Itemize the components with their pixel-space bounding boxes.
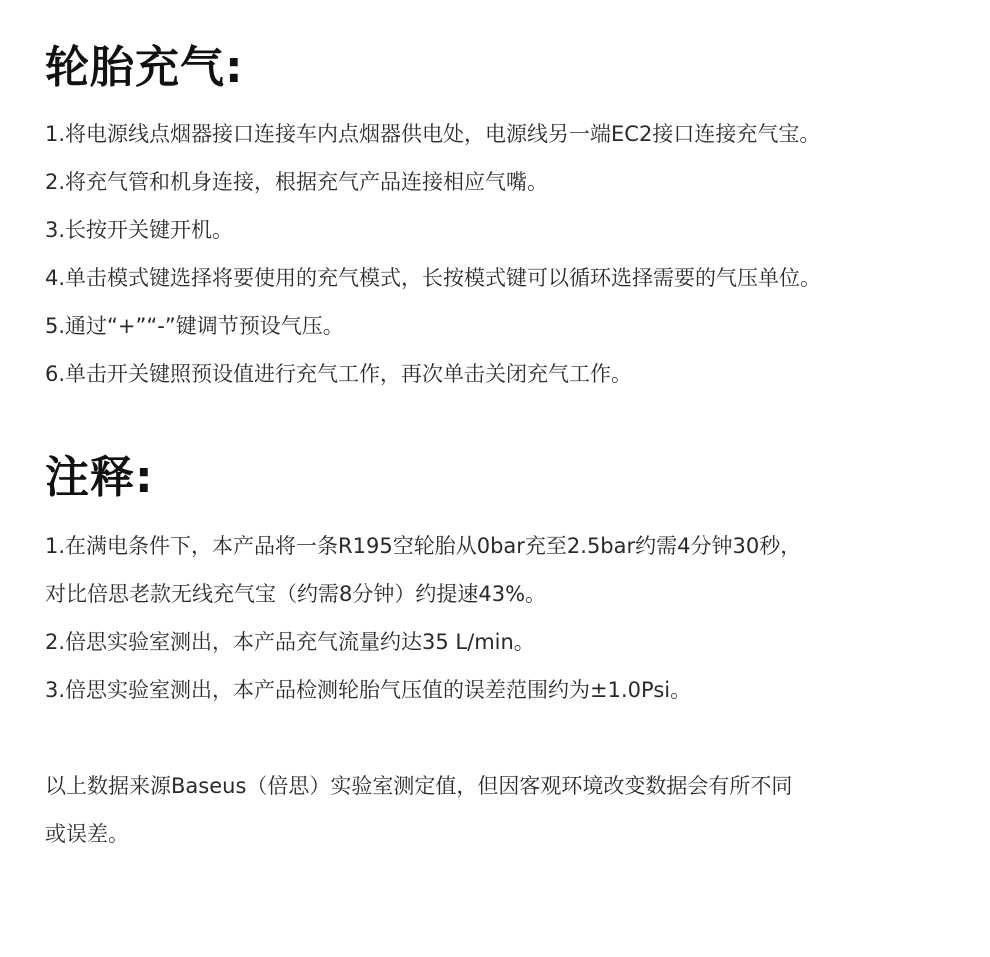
instruction-page [45, 38, 965, 858]
inflation-steps-list [45, 110, 965, 398]
inflation-step: 1.将电源线点烟器接口连接车内点烟器供电处，电源线另一端EC2接口连接充气宝。 [45, 122, 821, 146]
tire-inflation-section [45, 38, 965, 398]
inflation-step: 2.将充气管和机身连接，根据充气产品连接相应气嘴。 [45, 170, 549, 194]
note-line: 2.倍思实验室测出，本产品充气流量约达35 L/min。 [45, 630, 535, 654]
inflation-step: 4.单击模式键选择将要使用的充气模式，长按模式键可以循环选择需要的气压单位。 [45, 266, 822, 290]
notes-section [45, 448, 965, 714]
inflation-step: 5.通过“+”“-”键调节预设气压。 [45, 314, 344, 338]
notes-list [45, 522, 965, 714]
note-line: 1.在满电条件下，本产品将一条R195空轮胎从0bar充至2.5bar约需4分钟30秒， [45, 534, 802, 558]
inflation-step: 6.单击开关键照预设值进行充气工作，再次单击关闭充气工作。 [45, 362, 633, 386]
disclaimer-section [45, 762, 965, 858]
note-line: 3.倍思实验室测出，本产品检测轮胎气压值的误差范围约为±1.0Psi。 [45, 678, 692, 702]
notes-heading: 注释: [45, 452, 154, 503]
disclaimer-line: 以上数据来源Baseus（倍思）实验室测定值，但因客观环境改变数据会有所不同 [45, 774, 793, 798]
inflation-step: 3.长按开关键开机。 [45, 218, 234, 242]
note-line: 对比倍思老款无线充气宝（约需8分钟）约提速43%。 [45, 582, 547, 606]
disclaimer-line: 或误差。 [45, 822, 129, 846]
tire-inflation-heading: 轮胎充气: [45, 42, 244, 93]
